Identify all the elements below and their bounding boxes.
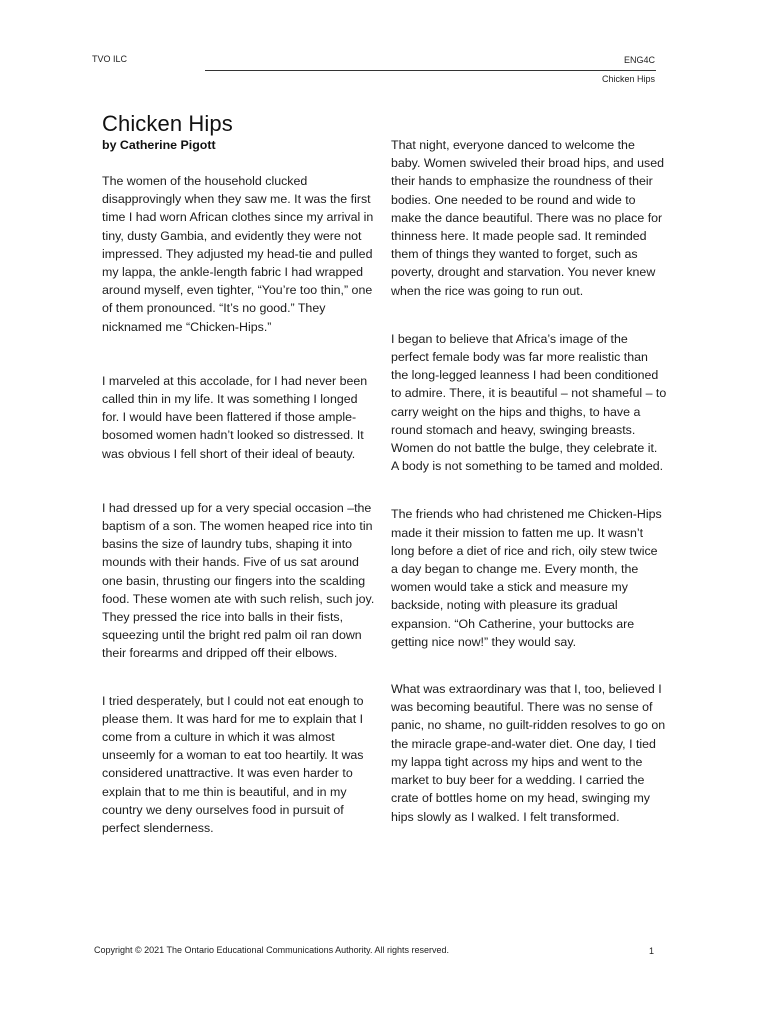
header-divider	[205, 70, 656, 71]
paragraph: That night, everyone danced to welcome the baby. Women swiveled their broad hips, and used their hands to emphasize the roundness of their bodies. One needed to be round and wide to make the dance beautiful. There was no place for thinness here. It made people sad. It reminded them of things they wanted to forget, such as poverty, drought and starvation. You never knew when the rice was going to run out.	[391, 138, 664, 298]
right-column	[391, 136, 667, 862]
paragraph: I began to believe that Africa’s image of the perfect female body was far more realistic than the long-legged leanness I had been conditioned to admire. There, it is beautiful – not shameful – to carry weight on the hips and thighs, to have a round stomach and heavy, swinging breasts. Women do not battle the bulge, they celebrate it. A body is not something to be tamed and molded.	[391, 331, 667, 474]
article-byline: by Catherine Pigott	[102, 138, 216, 152]
header-org: TVO ILC	[92, 54, 128, 64]
left-column	[102, 172, 378, 873]
header-course: ENG4C	[623, 55, 655, 65]
paragraph: I had dressed up for a very special occasion –the baptism of a son. The women heaped rice into tin basins the size of laundry tubs, shaping it into mounds with their hands. Five of us sat around one basin, thrusting our fingers into the scalding food. These women ate with such relish, such joy. They pressed the rice into balls in their fists, squeezing until the bright red palm oil ran down their forearms and dripped off their elbows.	[102, 500, 375, 661]
paragraph: I marveled at this accolade, for I had never been called thin in my life. It was something I longed for. I would have been flattered if those ample-bosomed women hadn’t looked so distressed. It was obvious I fell short of their ideal of beauty.	[102, 373, 368, 461]
paragraph: What was extraordinary was that I, too, believed I was becoming beautiful. There was no sense of panic, no shame, no guilt-ridden resolves to go on the miracle grape-and-water diet. One day, I tied my lappa tight across my hips and went to the market to buy beer for a wedding. I carried the crate of bottles home on my head, swinging my hips slowly as I walked. I felt transformed.	[391, 682, 666, 824]
article-title: Chicken Hips	[102, 111, 233, 136]
paragraph: The women of the household clucked disapprovingly when they saw me. It was the first time I had worn African clothes since my arrival in tiny, dusty Gambia, and evidently they were not impressed. They adjusted my head-tie and pulled my lappa, the ankle-length fabric I had wrapped around myself, even tighter, “You’re too thin,” one of them pronounced. “It’s no good.” They nicknamed me “Chicken-Hips.”	[102, 174, 374, 334]
page-number: 1	[649, 946, 655, 956]
footer-copyright: Copyright © 2021 The Ontario Educational Communications Authority. All rights reserved.	[94, 945, 449, 955]
paragraph: The friends who had christened me Chicken-Hips made it their mission to fatten me up. It wasn’t long before a diet of rice and rich, oily stew twice a day began to change me. Every month, the women would take a stick and measure my backside, noting with pleasure its gradual expansion. “Oh Catherine, your buttocks are getting nice now!” they would say.	[391, 507, 662, 649]
header-section-title: Chicken Hips	[601, 74, 655, 84]
paragraph: I tried desperately, but I could not eat enough to please them. It was hard for me to explain that I come from a culture in which it was almost unseemly for a woman to eat too heartily. It was considered unattractive. It was even harder to explain that to me thin is beautiful, and in my country we deny ourselves food in pursuit of perfect slenderness.	[102, 693, 364, 836]
